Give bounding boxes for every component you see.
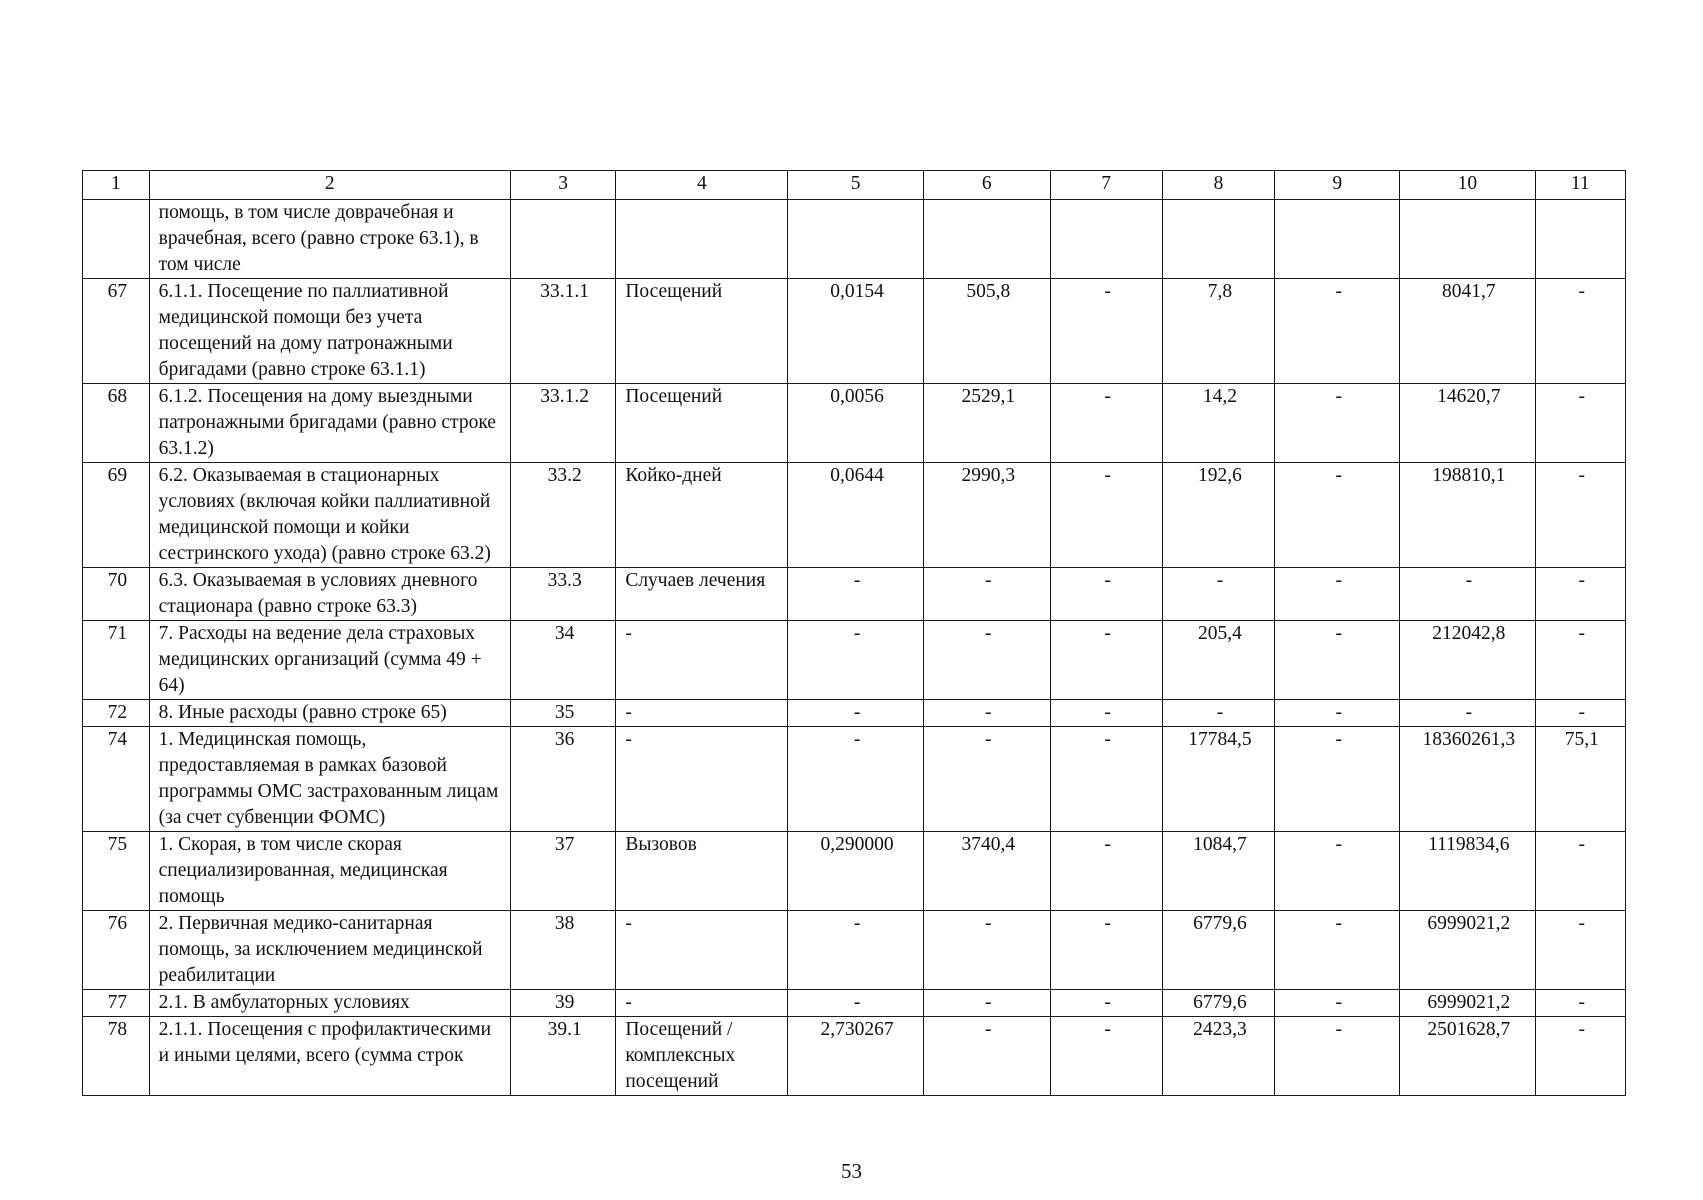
cell-line-code (510, 200, 615, 279)
cell-col-9: - (1275, 700, 1400, 727)
cell-cost-per-unit (923, 200, 1050, 279)
cell-share-percent: - (1535, 832, 1625, 911)
cell-unit: Вызовов (616, 832, 788, 911)
cell-cost-per-unit: - (923, 1017, 1050, 1096)
cell-unit (616, 200, 788, 279)
cell-per-capita: 14,2 (1162, 384, 1275, 463)
cell-share-percent: - (1535, 568, 1625, 621)
cell-norm-volume: - (788, 621, 923, 700)
cell-unit: - (616, 990, 788, 1017)
header-cell-col-7: 7 (1050, 171, 1162, 200)
cell-col-7: - (1050, 279, 1162, 384)
cell-col-9 (1275, 200, 1400, 279)
cell-line-code: 39 (510, 990, 615, 1017)
header-cell-col-9: 9 (1275, 171, 1400, 200)
cell-cost-per-unit: - (923, 727, 1050, 832)
cell-indicator-name: 2. Первичная медико-санитарная помощь, за исключением медицинской реабилитации (149, 911, 510, 990)
header-cell-indicator-name: 2 (149, 171, 510, 200)
cell-col-7: - (1050, 990, 1162, 1017)
cell-share-percent: - (1535, 621, 1625, 700)
cell-col-9: - (1275, 621, 1400, 700)
cell-unit: - (616, 700, 788, 727)
cell-col-7: - (1050, 911, 1162, 990)
cell-per-capita: 192,6 (1162, 463, 1275, 568)
cell-line-code: 38 (510, 911, 615, 990)
cell-col-9: - (1275, 463, 1400, 568)
cell-col-9: - (1275, 727, 1400, 832)
cell-col-7: - (1050, 384, 1162, 463)
cell-total-amount: 212042,8 (1400, 621, 1535, 700)
cell-total-amount: 198810,1 (1400, 463, 1535, 568)
table-row (83, 1017, 1626, 1096)
header-cell-per-capita: 8 (1162, 171, 1275, 200)
cell-total-amount: 2501628,7 (1400, 1017, 1535, 1096)
table-row (83, 621, 1626, 700)
cell-unit: Посещений (616, 384, 788, 463)
cell-col-9: - (1275, 1017, 1400, 1096)
page-number: 53 (841, 1159, 862, 1183)
cell-norm-volume: - (788, 911, 923, 990)
cell-share-percent: - (1535, 911, 1625, 990)
cell-cost-per-unit: - (923, 568, 1050, 621)
cell-total-amount: - (1400, 568, 1535, 621)
cell-indicator-name: 6.2. Оказываемая в стационарных условиях (включая койки паллиативной медицинской помощи и койки сестринского ухода) (равно строке 63.2) (149, 463, 510, 568)
table-row (83, 200, 1626, 279)
cell-indicator-name: 1. Медицинская помощь, предоставляемая в рамках базовой программы ОМС застрахованным лицам (за счет субвенции ФОМС) (149, 727, 510, 832)
cell-norm-volume (788, 200, 923, 279)
header-cell-row-number: 1 (83, 171, 150, 200)
cell-total-amount: 18360261,3 (1400, 727, 1535, 832)
cell-total-amount: - (1400, 700, 1535, 727)
header-cell-unit: 4 (616, 171, 788, 200)
cell-line-code: 35 (510, 700, 615, 727)
cell-indicator-name: 7. Расходы на ведение дела страховых медицинских организаций (сумма 49 + 64) (149, 621, 510, 700)
cell-row-number: 70 (83, 568, 150, 621)
cell-row-number: 72 (83, 700, 150, 727)
cell-unit: Койко-дней (616, 463, 788, 568)
cell-cost-per-unit: 2990,3 (923, 463, 1050, 568)
cell-cost-per-unit: - (923, 911, 1050, 990)
cell-col-7: - (1050, 727, 1162, 832)
cell-indicator-name: 2.1. В амбулаторных условиях (149, 990, 510, 1017)
cell-per-capita: 205,4 (1162, 621, 1275, 700)
table-row (83, 384, 1626, 463)
cell-per-capita: 6779,6 (1162, 911, 1275, 990)
cell-col-7 (1050, 200, 1162, 279)
cell-cost-per-unit: - (923, 621, 1050, 700)
cell-norm-volume: 0,0154 (788, 279, 923, 384)
cell-col-7: - (1050, 832, 1162, 911)
cell-norm-volume: 0,0644 (788, 463, 923, 568)
table-row (83, 911, 1626, 990)
table-row (83, 568, 1626, 621)
cell-indicator-name: 8. Иные расходы (равно строке 65) (149, 700, 510, 727)
table-row (83, 700, 1626, 727)
cell-per-capita: 7,8 (1162, 279, 1275, 384)
cell-row-number: 77 (83, 990, 150, 1017)
cell-share-percent: - (1535, 990, 1625, 1017)
header-cell-share-percent: 11 (1535, 171, 1625, 200)
cell-total-amount: 6999021,2 (1400, 911, 1535, 990)
cell-line-code: 37 (510, 832, 615, 911)
cell-row-number: 78 (83, 1017, 150, 1096)
table-row (83, 727, 1626, 832)
cell-share-percent: 75,1 (1535, 727, 1625, 832)
cell-cost-per-unit: 2529,1 (923, 384, 1050, 463)
cell-per-capita: 1084,7 (1162, 832, 1275, 911)
cell-col-7: - (1050, 463, 1162, 568)
cell-line-code: 33.2 (510, 463, 615, 568)
cell-total-amount: 1119834,6 (1400, 832, 1535, 911)
cell-total-amount: 14620,7 (1400, 384, 1535, 463)
cell-col-9: - (1275, 568, 1400, 621)
cell-col-7: - (1050, 700, 1162, 727)
cell-row-number (83, 200, 150, 279)
header-cell-cost-per-unit: 6 (923, 171, 1050, 200)
cell-share-percent (1535, 200, 1625, 279)
cell-line-code: 36 (510, 727, 615, 832)
cell-col-7: - (1050, 568, 1162, 621)
cell-norm-volume: 0,290000 (788, 832, 923, 911)
cell-share-percent: - (1535, 700, 1625, 727)
cell-col-7: - (1050, 1017, 1162, 1096)
cell-share-percent: - (1535, 463, 1625, 568)
cell-col-9: - (1275, 990, 1400, 1017)
cell-share-percent: - (1535, 279, 1625, 384)
cell-line-code: 34 (510, 621, 615, 700)
cell-per-capita: 17784,5 (1162, 727, 1275, 832)
table-row (83, 463, 1626, 568)
cell-indicator-name: 2.1.1. Посещения с профилактическими и иными целями, всего (сумма строк (149, 1017, 510, 1096)
cell-per-capita: 2423,3 (1162, 1017, 1275, 1096)
header-cell-line-code: 3 (510, 171, 615, 200)
cell-cost-per-unit: - (923, 700, 1050, 727)
cell-row-number: 71 (83, 621, 150, 700)
cell-cost-per-unit: - (923, 990, 1050, 1017)
cell-col-9: - (1275, 279, 1400, 384)
cell-unit: Случаев лечения (616, 568, 788, 621)
cell-line-code: 33.1.2 (510, 384, 615, 463)
cell-indicator-name: помощь, в том числе доврачебная и врачебная, всего (равно строке 63.1), в том числе (149, 200, 510, 279)
cell-per-capita (1162, 200, 1275, 279)
cell-row-number: 67 (83, 279, 150, 384)
cell-indicator-name: 6.1.2. Посещения на дому выездными патронажными бригадами (равно строке 63.1.2) (149, 384, 510, 463)
cell-unit: - (616, 727, 788, 832)
table-row (83, 990, 1626, 1017)
cell-per-capita: - (1162, 568, 1275, 621)
cell-row-number: 74 (83, 727, 150, 832)
cell-line-code: 33.3 (510, 568, 615, 621)
cell-norm-volume: 2,730267 (788, 1017, 923, 1096)
cell-total-amount (1400, 200, 1535, 279)
cell-total-amount: 6999021,2 (1400, 990, 1535, 1017)
cell-norm-volume: - (788, 568, 923, 621)
cell-total-amount: 8041,7 (1400, 279, 1535, 384)
cell-share-percent: - (1535, 1017, 1625, 1096)
cell-unit: Посещений (616, 279, 788, 384)
cell-per-capita: - (1162, 700, 1275, 727)
cell-col-7: - (1050, 621, 1162, 700)
cell-unit: Посещений / комплексных посещений (616, 1017, 788, 1096)
cell-norm-volume: 0,0056 (788, 384, 923, 463)
cell-col-9: - (1275, 832, 1400, 911)
cell-norm-volume: - (788, 727, 923, 832)
cell-col-9: - (1275, 911, 1400, 990)
cell-row-number: 76 (83, 911, 150, 990)
cell-per-capita: 6779,6 (1162, 990, 1275, 1017)
header-cell-norm-volume: 5 (788, 171, 923, 200)
cell-line-code: 39.1 (510, 1017, 615, 1096)
cell-unit: - (616, 621, 788, 700)
header-cell-total-amount: 10 (1400, 171, 1535, 200)
cell-unit: - (616, 911, 788, 990)
table-row (83, 279, 1626, 384)
cell-line-code: 33.1.1 (510, 279, 615, 384)
cell-share-percent: - (1535, 384, 1625, 463)
cell-col-9: - (1275, 384, 1400, 463)
cell-cost-per-unit: 505,8 (923, 279, 1050, 384)
cell-indicator-name: 1. Скорая, в том числе скорая специализированная, медицинская помощь (149, 832, 510, 911)
cell-indicator-name: 6.1.1. Посещение по паллиативной медицинской помощи без учета посещений на дому патронажными бригадами (равно строке 63.1.1) (149, 279, 510, 384)
cell-indicator-name: 6.3. Оказываемая в условиях дневного стационара (равно строке 63.3) (149, 568, 510, 621)
cell-row-number: 68 (83, 384, 150, 463)
table-header-row (83, 171, 1626, 200)
cell-norm-volume: - (788, 990, 923, 1017)
data-table (82, 170, 1626, 1096)
cell-norm-volume: - (788, 700, 923, 727)
table-row (83, 832, 1626, 911)
cell-row-number: 69 (83, 463, 150, 568)
cell-cost-per-unit: 3740,4 (923, 832, 1050, 911)
cell-row-number: 75 (83, 832, 150, 911)
table-body (83, 200, 1626, 1096)
